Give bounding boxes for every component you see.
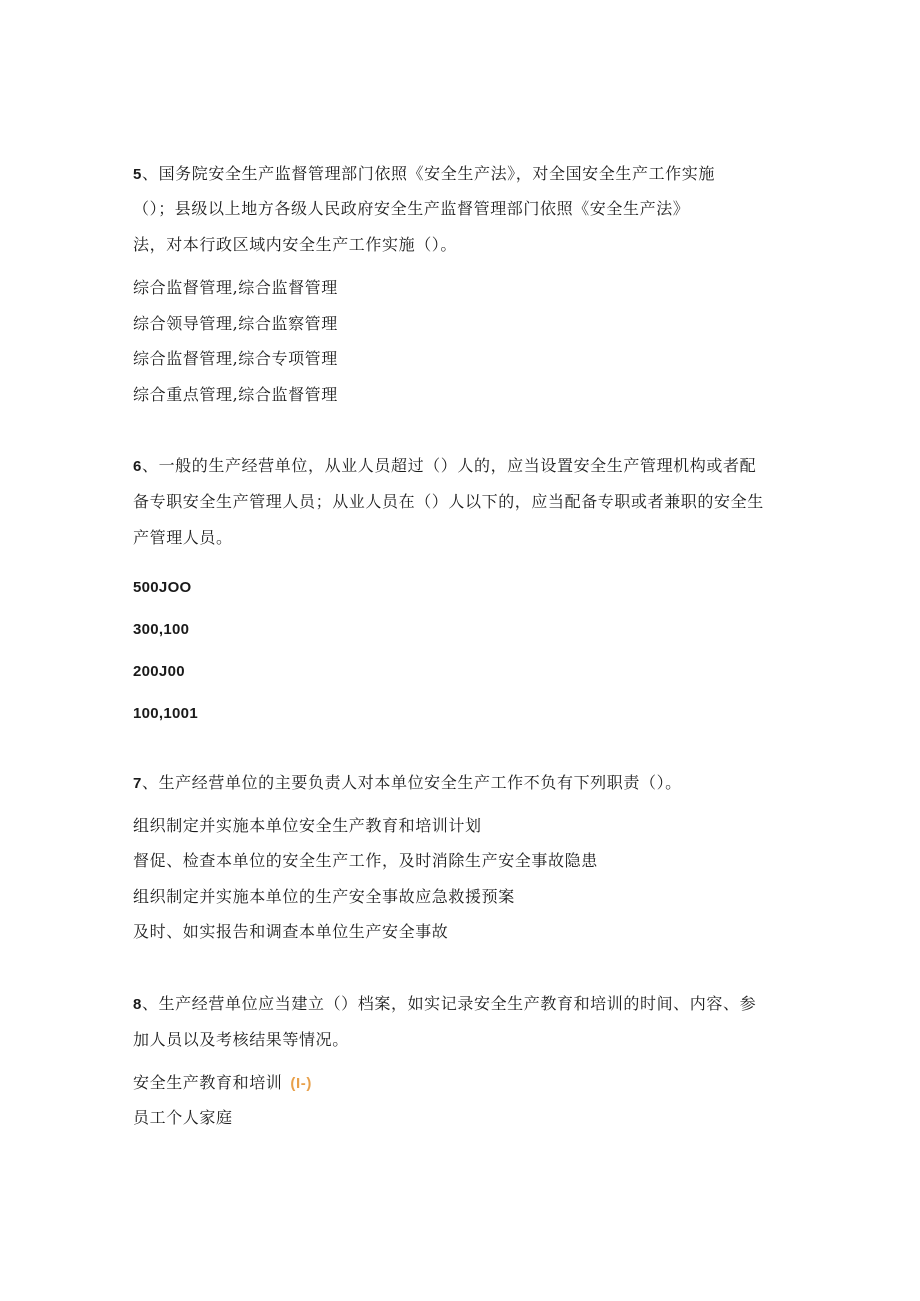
question-number: 8 (133, 996, 142, 1013)
question-5-line-3: 法，对本行政区域内安全生产工作实施（）。 (133, 235, 458, 254)
question-5-option-2: 综合领导管理,综合监察管理 (133, 314, 338, 333)
question-7-line-1: 7、生产经营单位的主要负责人对本单位安全生产工作不负有下列职责（）。 (133, 773, 682, 792)
question-6-line-1: 6、一般的生产经营单位，从业人员超过（）人的，应当设置安全生产管理机构或者配 (133, 456, 757, 475)
question-6-option-3: 200J00 (133, 663, 185, 680)
question-7-option-3: 组织制定并实施本单位的生产安全事故应急救援预案 (133, 887, 515, 906)
question-6-option-2: 300,100 (133, 621, 190, 638)
question-5-line-2: （）；县级以上地方各级人民政府安全生产监督管理部门依照《安全生产法》 (133, 199, 690, 218)
question-7-option-1: 组织制定并实施本单位安全生产教育和培训计划 (133, 816, 482, 835)
question-8-line-2: 加人员以及考核结果等情况。 (133, 1030, 349, 1049)
question-5-line-1: 5、国务院安全生产监督管理部门依照《安全生产法》，对全国安全生产工作实施 (133, 164, 715, 183)
question-8-option-1: 安全生产教育和培训 (I-) (133, 1073, 312, 1092)
question-6-option-1: 500JOO (133, 579, 192, 596)
question-6-line-3: 产管理人员。 (133, 528, 233, 547)
answer-mark: (I-) (290, 1075, 312, 1092)
question-number: 6 (133, 458, 142, 475)
question-7-option-4: 及时、如实报告和调查本单位生产安全事故 (133, 922, 449, 941)
question-number: 7 (133, 775, 142, 792)
question-5-option-3: 综合监督管理,综合专项管理 (133, 349, 338, 368)
question-6-line-2: 备专职安全生产管理人员；从业人员在（）人以下的，应当配备专职或者兼职的安全生 (133, 492, 764, 511)
question-7-option-2: 督促、检查本单位的安全生产工作，及时消除生产安全事故隐患 (133, 851, 598, 870)
question-6-option-4: 100,1001 (133, 705, 198, 722)
question-5-option-1: 综合监督管理,综合监督管理 (133, 278, 338, 297)
question-number: 5 (133, 166, 142, 183)
question-8-line-1: 8、生产经营单位应当建立（）档案，如实记录安全生产教育和培训的时间、内容、参 (133, 994, 757, 1013)
question-5-option-4: 综合重点管理,综合监督管理 (133, 385, 338, 404)
question-8-option-2: 员工个人家庭 (133, 1108, 233, 1127)
